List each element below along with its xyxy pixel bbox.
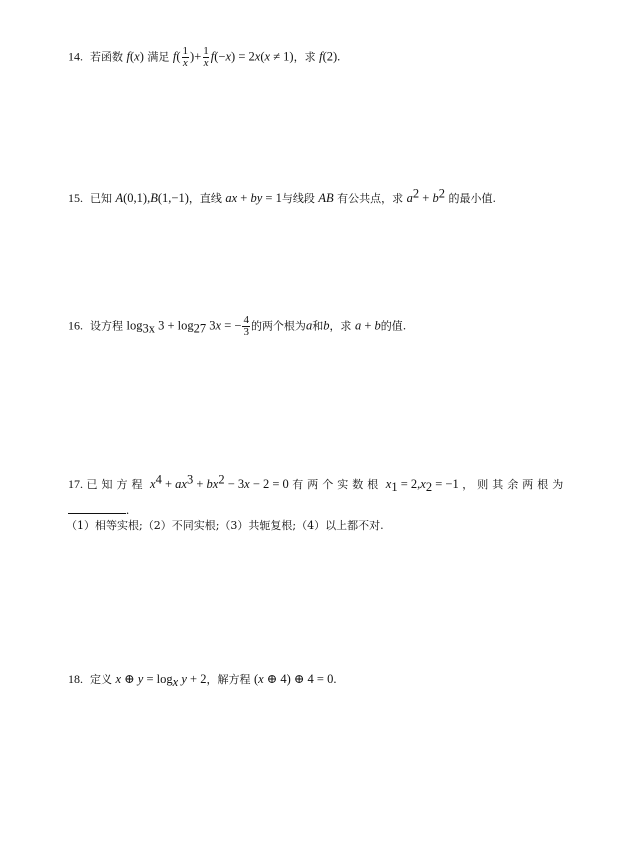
q17-plus2: + <box>193 477 207 491</box>
question-17-answer-line <box>68 503 129 517</box>
q15-text-1: 已知 <box>90 192 112 205</box>
q18-oplus: ⊕ <box>121 672 138 686</box>
q15-plus1: + <box>237 191 251 205</box>
q14-eq: ) = 2 <box>231 49 255 64</box>
q15-eq1: = 1 <box>262 191 282 205</box>
q18-x: x <box>115 672 122 686</box>
q15-a: a <box>406 191 413 205</box>
q15-exp-b: 2 <box>438 186 445 201</box>
q15-text-3: 与线段 <box>281 192 315 205</box>
q14-neq: ≠ 1) <box>270 49 294 64</box>
fraction-numerator: 1 <box>182 45 189 57</box>
q16-base2: 27 <box>193 321 207 336</box>
q16-text-5: 的值. <box>380 319 407 333</box>
q15-text-2: ，直线 <box>188 192 222 205</box>
q18-log: = log <box>143 672 173 686</box>
q14-x4: x <box>264 49 271 64</box>
q18-text-1: 定义 <box>90 673 112 686</box>
q17-sub1: 1 <box>391 480 398 495</box>
q15-A-coords: (0,1), <box>123 191 151 205</box>
question-18 <box>68 672 337 690</box>
q18-lp: ( <box>253 672 259 686</box>
q14-f2: f <box>172 49 177 64</box>
q14-period: . <box>337 49 341 64</box>
q17-x4: x <box>150 477 156 491</box>
fraction-numerator: 1 <box>203 45 209 57</box>
q18-text-2: ，解方程 <box>206 673 251 686</box>
q14-x3: x <box>254 49 261 64</box>
q14-text-3: ，求 <box>293 50 316 64</box>
q14-fraction-2 <box>202 46 210 69</box>
q18-y2: y <box>181 672 187 686</box>
q16-text-1: 设方程 <box>90 319 123 333</box>
q14-lp2: ( <box>176 49 181 64</box>
q15-text-5: 的最小值. <box>448 192 496 205</box>
question-number: 18. <box>68 672 83 686</box>
q15-exp-a: 2 <box>412 186 420 201</box>
q17-val1: = 2, <box>397 477 421 491</box>
q16-b: b <box>323 318 330 333</box>
q17-exp2: 2 <box>218 472 225 487</box>
q14-lp3: ( <box>260 49 265 64</box>
q16-fraction <box>242 315 250 338</box>
q17-x: x <box>244 477 250 491</box>
q14-neg: (− <box>214 49 226 64</box>
question-number: 15. <box>68 191 83 205</box>
question-number: 17. <box>68 477 83 491</box>
q14-fraction-1 <box>182 46 190 69</box>
q18-base: x <box>172 675 179 690</box>
q16-b2: b <box>374 318 381 333</box>
q14-rp1: ) <box>139 49 144 64</box>
q14-x1: x <box>134 49 140 64</box>
q16-text-2: 的两个根为 <box>250 319 306 333</box>
fraction-denominator: x <box>182 57 188 69</box>
q16-three: 3 <box>206 318 216 333</box>
question-16 <box>68 315 406 338</box>
question-17-options <box>66 520 384 531</box>
q15-AB: AB <box>318 191 334 205</box>
q17-plus1: + <box>161 477 176 491</box>
q15-b: b <box>432 191 439 205</box>
q17-text-1: 已知方程 <box>86 478 147 491</box>
q16-log1: log <box>126 318 143 333</box>
q16-eq: = − <box>221 318 242 333</box>
q14-f3: f <box>210 49 215 64</box>
q15-plus2: + <box>419 191 433 205</box>
q15-A: A <box>115 191 124 205</box>
q17-text-3: ，则其余两根为 <box>462 478 568 491</box>
question-15 <box>68 186 496 205</box>
q18-x2: x <box>258 672 264 686</box>
q17-minus3: − 3 <box>224 477 245 491</box>
question-17 <box>68 472 568 495</box>
q17-eq0: − 2 = 0 <box>249 477 289 491</box>
q18-period: . <box>333 672 337 686</box>
q15-text-4: 有公共点，求 <box>337 192 404 205</box>
q14-rp2: ) <box>190 49 195 64</box>
q17-options-text: （1）相等实根;（2）不同实根;（3）共轭复根;（4）以上都不对. <box>66 519 384 532</box>
q15-ax: ax <box>225 191 238 205</box>
q17-val2: = −1 <box>432 477 459 491</box>
question-number: 14. <box>68 49 83 64</box>
q16-plus: + <box>361 318 375 333</box>
q16-x: x <box>215 318 222 333</box>
q15-B-coords: (1,−1) <box>157 191 189 205</box>
q17-exp4: 4 <box>155 472 162 487</box>
answer-blank[interactable] <box>68 503 126 514</box>
fraction-denominator: x <box>203 57 209 69</box>
q17-text-2: 有两个实数根 <box>292 478 383 491</box>
q14-x2: x <box>225 49 232 64</box>
q14-text-1: 若函数 <box>90 50 123 64</box>
q17-sub2: 2 <box>425 480 433 495</box>
q14-lp1: ( <box>129 49 135 64</box>
q17-x2: x <box>420 477 426 491</box>
q18-expr: ⊕ 4) ⊕ 4 = 0 <box>263 672 334 686</box>
q16-base1: 3x <box>142 321 155 336</box>
q15-B: B <box>150 191 158 205</box>
q14-text-2: 满足 <box>147 50 170 64</box>
q15-by: by <box>250 191 263 205</box>
q16-a: a <box>305 318 313 333</box>
q17-x1: x <box>385 477 392 491</box>
q17-line2-period: . <box>126 503 130 517</box>
fraction-denominator: 3 <box>243 326 249 338</box>
q17-bx: bx <box>206 477 219 491</box>
question-14 <box>68 46 340 69</box>
q14-arg: (2) <box>322 49 338 64</box>
q14-f1: f <box>126 49 130 64</box>
fraction-numerator: 4 <box>243 314 249 326</box>
q18-y: y <box>137 672 144 686</box>
q16-log2: 3 + log <box>154 318 194 333</box>
q17-exp3: 3 <box>186 472 194 487</box>
q18-plus2: + 2 <box>186 672 207 686</box>
q16-a2: a <box>354 318 362 333</box>
q14-plus: + <box>194 49 202 64</box>
question-number: 16. <box>68 318 83 333</box>
q17-ax: ax <box>175 477 187 491</box>
q16-text-4: ，求 <box>329 319 352 333</box>
q16-text-3: 和 <box>312 319 324 333</box>
q14-f4: f <box>319 49 323 64</box>
